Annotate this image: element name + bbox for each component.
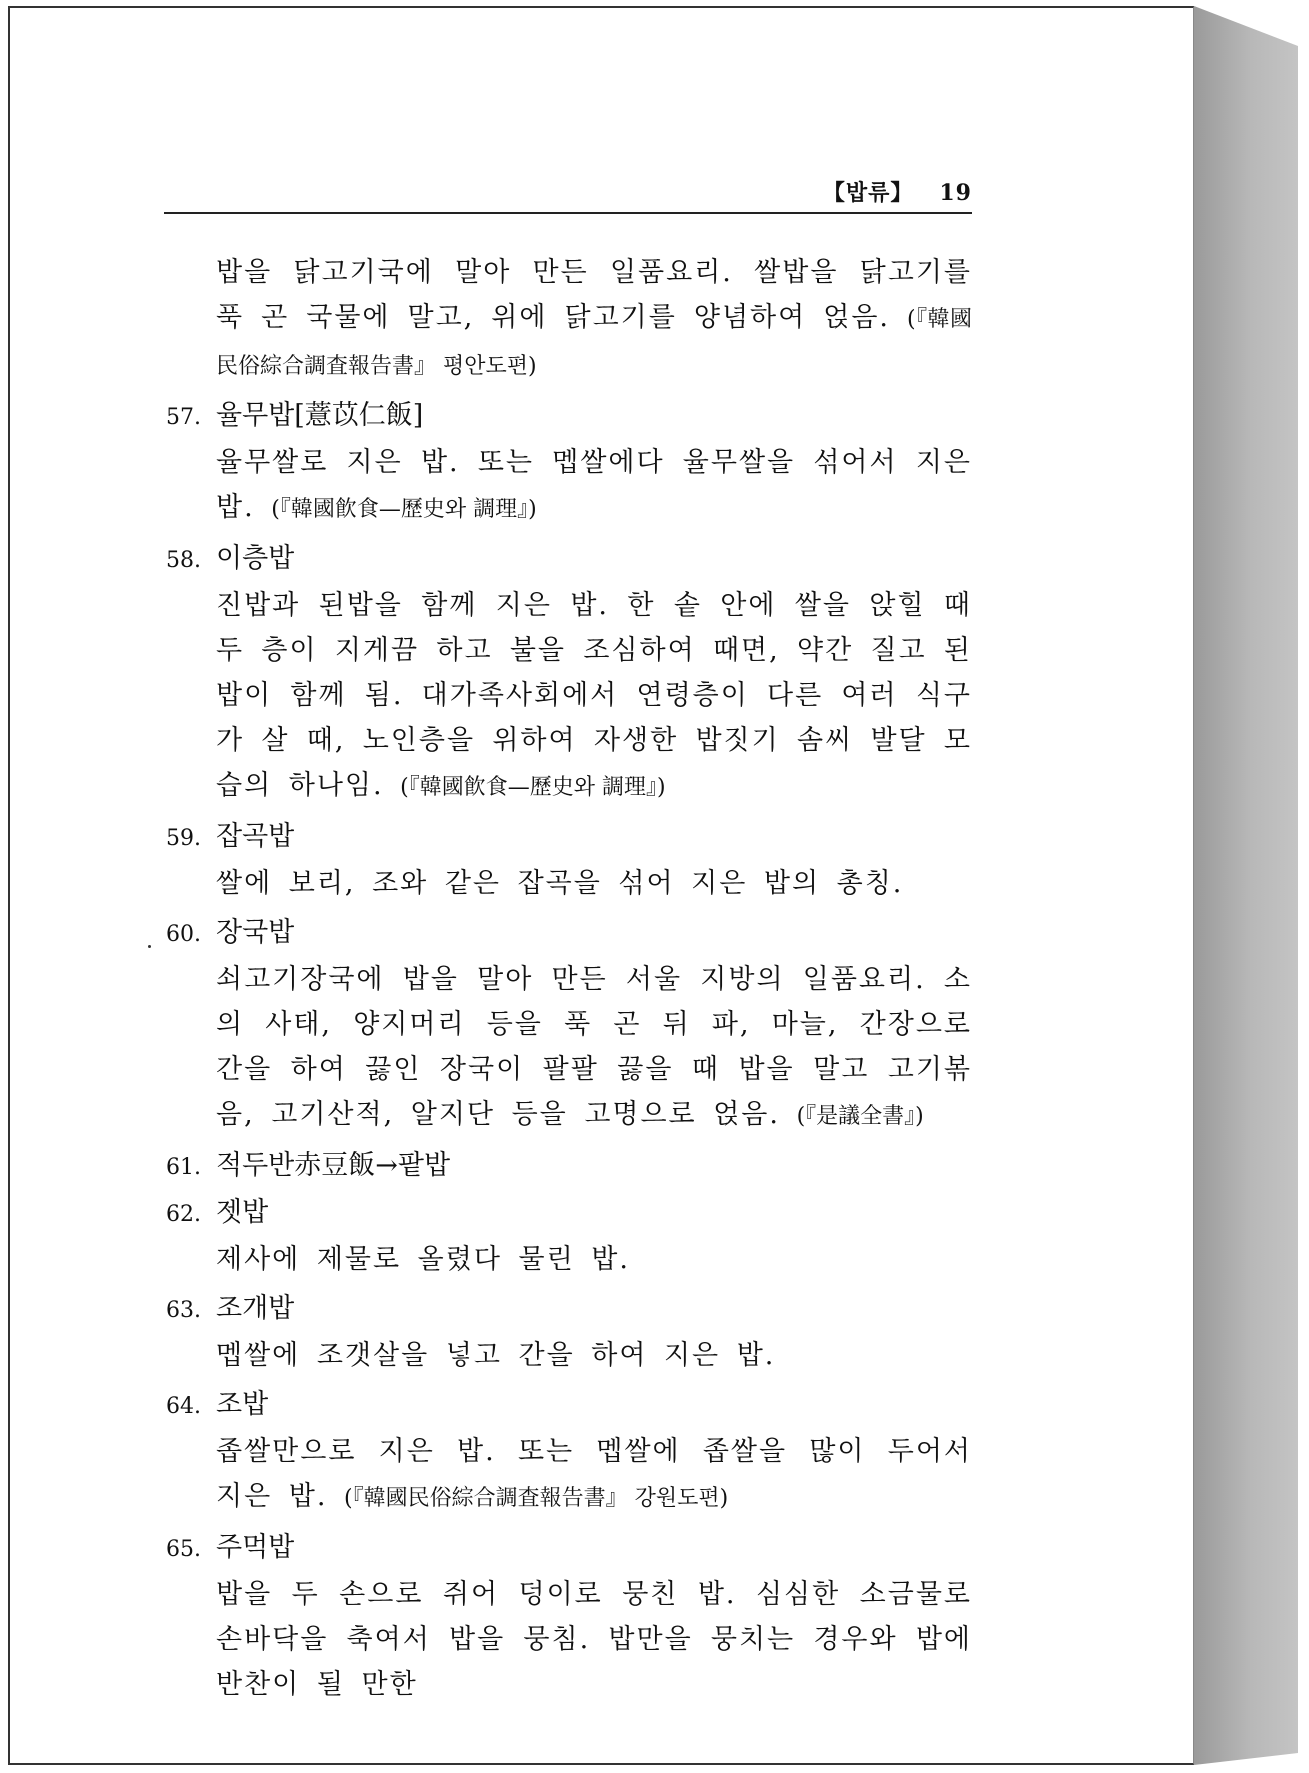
entry-number: 60. [166, 922, 201, 947]
entry-title: 이층밥 [216, 543, 295, 574]
entry-59 [166, 814, 972, 906]
entry-number: 57. [166, 405, 201, 430]
entry-57 [166, 393, 972, 532]
page-number: 19 [939, 180, 972, 206]
dictionary-content [166, 250, 972, 1711]
entry-title: 잡곡밥 [216, 821, 295, 852]
entry-65 [166, 1525, 972, 1707]
entry-63 [166, 1286, 972, 1378]
entry-62 [166, 1190, 972, 1282]
entry-title: 조개밥 [216, 1293, 295, 1324]
entry-number: 62. [166, 1202, 201, 1227]
entry-number: 59. [166, 826, 201, 851]
entry-body-text: 멥쌀에 조갯살을 넣고 간을 하여 지은 밥. [216, 1340, 776, 1371]
header-rule [164, 212, 972, 214]
page-header [164, 176, 972, 210]
entry-number: 63. [166, 1298, 201, 1323]
entry-body-text: 쇠고기장국에 밥을 말아 만든 서울 지방의 일품요리. 소의 사태, 양지머리 등을 푹 곤 뒤 파, 마늘, 간장으로 간을 하여 끓인 장국이 팔팔 끓을 때 밥을 말고 고기볶음, 고기산적, 알지단 등을 고명으로 얹음. [216, 964, 972, 1130]
entry-number: 61. [166, 1155, 201, 1180]
continued-entry-body [216, 250, 972, 389]
entry-citation: (『韓國飮食—歷史와 調理』) [271, 497, 537, 522]
entry-body-text: 제사에 제물로 올렸다 물린 밥. [216, 1244, 630, 1275]
entry-title: 젯밥 [216, 1197, 269, 1228]
entry-title: 주먹밥 [216, 1532, 295, 1563]
entry-body-text: 밥을 두 손으로 쥐어 덩이로 뭉친 밥. 심심한 소금물로 손바닥을 축여서 밥을 뭉침. 밥만을 뭉치는 경우와 밥에 반찬이 될 만한 [216, 1579, 972, 1700]
entry-body-text: 좁쌀만으로 지은 밥. 또는 멥쌀에 좁쌀을 많이 두어서 지은 밥. [216, 1436, 972, 1512]
entry-citation: (『韓國飮食—歷史와 調理』) [400, 775, 666, 800]
entry-citation: (『韓國民俗綜合調査報告書』 강원도편) [344, 1486, 729, 1511]
section-label: 【밥류】 [822, 180, 914, 206]
entry-body-text: 율무쌀로 지은 밥. 또는 멥쌀에다 율무쌀을 섞어서 지은 밥. [216, 447, 972, 523]
entry-title: 조밥 [216, 1389, 269, 1420]
entry-58 [166, 536, 972, 810]
entry-title: 장국밥 [216, 917, 295, 948]
entry-citation: (『韓國民俗綜合調査報告書』 평안도편) [216, 307, 972, 379]
page-edge-shadow [1194, 6, 1298, 1765]
entry-number: 64. [166, 1394, 201, 1419]
stray-mark [148, 945, 151, 948]
entry-title: 율무밥[薏苡仁飯] [216, 400, 424, 431]
entry-number: 65. [166, 1537, 201, 1562]
running-head [823, 176, 972, 207]
entry-60 [166, 910, 972, 1139]
entry-number: 58. [166, 548, 201, 573]
entry-body-text: 쌀에 보리, 조와 같은 잡곡을 섞어 지은 밥의 총칭. [216, 868, 904, 899]
entry-61 [166, 1143, 972, 1190]
entry-body-text: 진밥과 된밥을 함께 지은 밥. 한 솥 안에 쌀을 앉힐 때 두 층이 지게끔 하고 불을 조심하여 때면, 약간 질고 된밥이 함께 됨. 대가족사회에서 연령층이 다른 여러 식구가 살 때, 노인층을 위하여 자생한 밥짓기 솜씨 발달 모습의 하나임. [216, 590, 972, 801]
entry-64 [166, 1382, 972, 1521]
entry-body-text: 밥을 닭고기국에 말아 만든 일품요리. 쌀밥을 닭고기를 푹 곤 국물에 말고, 위에 닭고기를 양념하여 얹음. [216, 257, 972, 333]
entry-citation: (『是議全書』) [796, 1104, 924, 1129]
entry-title: 적두반赤豆飯→팥밥 [216, 1150, 451, 1181]
